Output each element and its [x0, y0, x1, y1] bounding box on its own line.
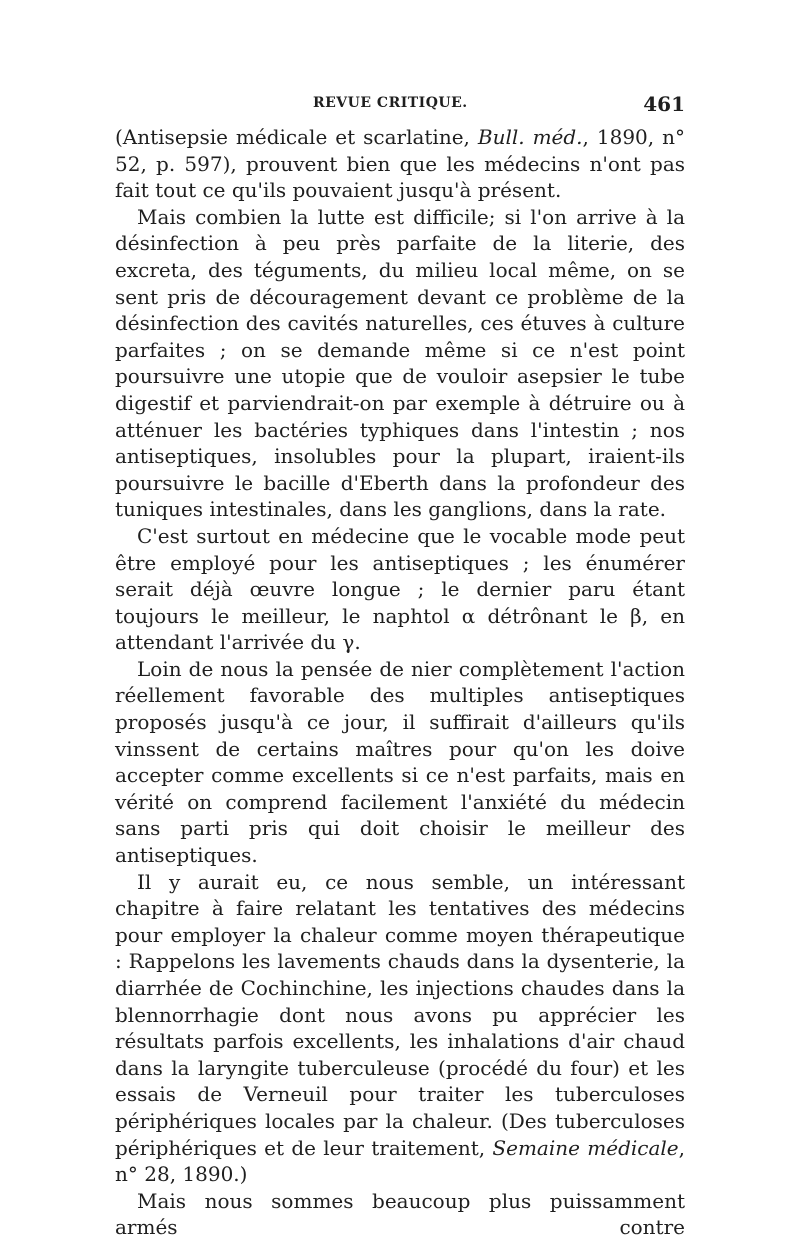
- page-number: 461: [643, 92, 685, 116]
- paragraph-6: Mais nous sommes beaucoup plus puissamment armés contre: [115, 1188, 685, 1240]
- paragraph-5-text-b: , n° 28, 1890.): [115, 1135, 685, 1187]
- body-text: [115, 124, 685, 1241]
- journal-title-bull-med: Bull. méd.: [477, 125, 583, 149]
- journal-title-semaine-medicale: Semaine médicale: [492, 1135, 679, 1160]
- running-title: REVUE CRITIQUE.: [313, 95, 468, 111]
- paragraph-1-text-b: , 1890, n° 52, p. 597), prouvent bien que les médecins n'ont pas fait tout ce qu'ils pouvaient jusqu'à présent.: [115, 125, 685, 203]
- paragraph-4: Loin de nous la pensée de nier complètement l'action réellement favorable des multiples antiseptiques proposés jusqu'à ce jour, il suffirait d'ailleurs qu'ils vinssent de certains maîtres pour qu'on les doive accepter comme excellents si ce n'est parfaits, mais en vérité on comprend facilement l'anxiété du médecin sans parti pris qui doit choisir le meilleur des antiseptiques.: [115, 656, 685, 868]
- paragraph-1-text-a: (Antisepsie médicale et scarlatine,: [115, 125, 478, 149]
- paragraph-1: [115, 124, 685, 204]
- paragraph-2: Mais combien la lutte est difficile; si l'on arrive à la désinfection à peu près parfaite de la literie, des excreta, des téguments, du milieu local même, on se sent pris de découragement devant ce problème de la désinfection des cavités naturelles, ces étuves à culture parfaites ; on se demande même si ce n'est point poursuivre une utopie que de vouloir asepsier le tube digestif et parviendrait-on par exemple à détruire ou à atténuer les bactéries typhiques dans l'intestin ; nos antiseptiques, insolubles pour la plupart, iraient-ils poursuivre le bacille d'Eberth dans la profondeur des tuniques intestinales, dans les ganglions, dans la rate.: [115, 204, 685, 522]
- running-head: [115, 92, 685, 116]
- paragraph-3: C'est surtout en médecine que le vocable mode peut être employé pour les antiseptiques ; les énumérer serait déjà œuvre longue ; le dernier paru étant toujours le meilleur, le naphtol α détrônant le β, en attendant l'arrivée du γ.: [115, 523, 685, 655]
- paragraph-5-text-a: Il y aurait eu, ce nous semble, un intéressant chapitre à faire relatant les tentatives des médecins pour employer la chaleur comme moyen thérapeutique : Rappelons les lavements chauds dans la dysenterie, la diarrhée de Cochinchine, les injections chaudes dans la blennorrhagie dont nous avons pu apprécier les résultats parfois excellents, les inhalations d'air chaud dans la laryngite tuberculeuse (procédé du four) et les essais de Verneuil pour traiter les tuberculoses périphériques locales par la chaleur. (Des tuberculoses périphériques et de leur traitement,: [115, 869, 685, 1160]
- paragraph-5: [115, 869, 685, 1188]
